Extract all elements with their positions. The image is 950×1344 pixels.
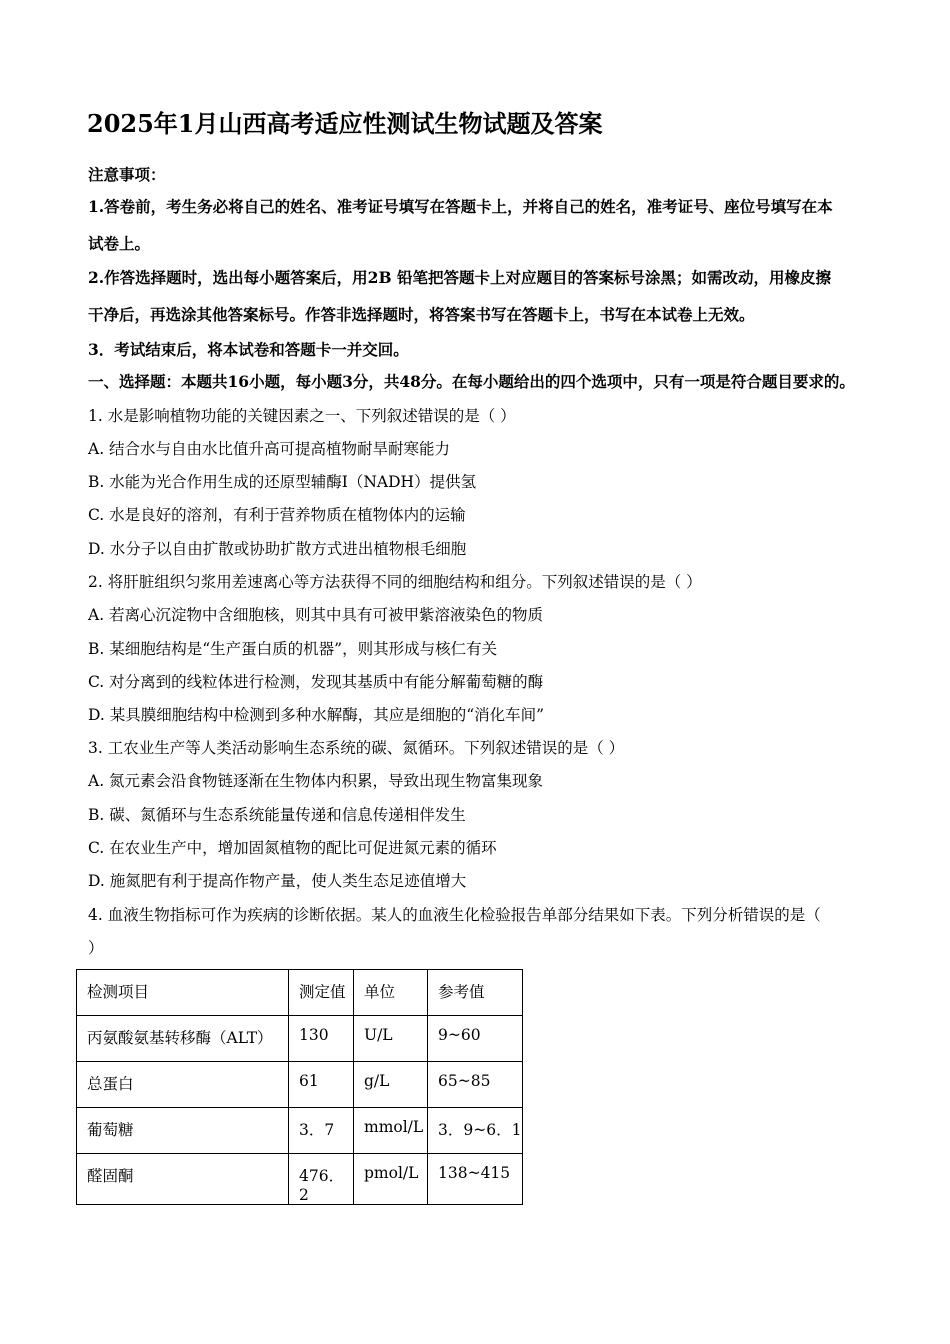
question-stem-continued: ） (88, 939, 104, 957)
table-cell: 葡萄糖 (77, 1108, 289, 1154)
table-cell: 3．7 (289, 1108, 354, 1154)
notice-line: 试卷上。 (88, 234, 151, 253)
question-option: D. 某具膜细胞结构中检测到多种水解酶，其应是细胞的“消化车间” (88, 706, 545, 724)
table-cell: U/L (354, 1016, 428, 1062)
question-option: C. 水是良好的溶剂，有利于营养物质在植物体内的运输 (88, 506, 466, 524)
table-cell: mmol/L (354, 1108, 428, 1154)
table-cell: 130 (289, 1016, 354, 1062)
question-stem: 3. 工农业生产等人类活动影响生态系统的碳、氮循环。下列叙述错误的是（ ） (88, 739, 625, 757)
question-stem: 4. 血液生物指标可作为疾病的诊断依据。某人的血液生化检验报告单部分结果如下表。下列分析错误的是（ (88, 906, 821, 924)
question-option: B. 水能为光合作用生成的还原型辅酶Ⅰ（NADH）提供氢 (88, 473, 477, 491)
table-header-row (77, 970, 523, 1016)
question-option: C. 对分离到的线粒体进行检测，发现其基质中有能分解葡萄糖的酶 (88, 673, 544, 691)
question-option: B. 碳、氮循环与生态系统能量传递和信息传递相伴发生 (88, 806, 466, 824)
question-option: D. 水分子以自由扩散或协助扩散方式进出植物根毛细胞 (88, 540, 467, 558)
table-cell: 醛固酮 (77, 1154, 289, 1205)
question-stem: 1. 水是影响植物功能的关键因素之一、下列叙述错误的是（ ） (88, 407, 516, 425)
page-title: 2025年1月山西高考适应性测试生物试题及答案 (87, 109, 603, 138)
question-option: D. 施氮肥有利于提高作物产量，使人类生态足迹值增大 (88, 872, 467, 890)
table-cell: 丙氨酸氨基转移酶（ALT） (77, 1016, 289, 1062)
table-cell: pmol/L (354, 1154, 428, 1205)
table-header-cell: 测定值 (289, 970, 354, 1016)
table-row (77, 1016, 523, 1062)
table-cell: 9~60 (428, 1016, 523, 1062)
question-option: B. 某细胞结构是“生产蛋白质的机器”，则其形成与核仁有关 (88, 640, 498, 658)
question-stem: 2. 将肝脏组织匀浆用差速离心等方法获得不同的细胞结构和组分。下列叙述错误的是（ ） (88, 573, 702, 591)
table-cell: 总蛋白 (77, 1062, 289, 1108)
table-cell: 61 (289, 1062, 354, 1108)
table-cell: 138~415 (428, 1154, 523, 1205)
question-option: C. 在农业生产中，增加固氮植物的配比可促进氮元素的循环 (88, 839, 497, 857)
table-cell: 65~85 (428, 1062, 523, 1108)
question-option: A. 结合水与自由水比值升高可提高植物耐旱耐寒能力 (88, 440, 451, 458)
notice-heading: 注意事项： (88, 165, 166, 184)
question-option: A. 氮元素会沿食物链逐渐在生物体内积累，导致出现生物富集现象 (88, 772, 544, 790)
table-row (77, 1062, 523, 1108)
section-heading: 一、选择题：本题共16小题，每小题3分，共48分。在每小题给出的四个选项中，只有一项是符合题目要求的。 (88, 372, 855, 391)
table-row (77, 1154, 523, 1205)
table-row (77, 1108, 523, 1154)
table-header-cell: 单位 (354, 970, 428, 1016)
table-cell: 476．2 (289, 1154, 354, 1205)
question-option: A. 若离心沉淀物中含细胞核，则其中具有可被甲紫溶液染色的物质 (88, 606, 544, 624)
notice-line: 1.答卷前，考生务必将自己的姓名、准考证号填写在答题卡上，并将自己的姓名，准考证号、座位号填写在本 (88, 197, 833, 216)
notice-line: 2.作答选择题时，选出每小题答案后，用2B 铅笔把答题卡上对应题目的答案标号涂黑；如需改动，用橡皮擦 (88, 268, 831, 287)
notice-line: 3．考试结束后，将本试卷和答题卡一并交回。 (88, 340, 409, 359)
table-header-cell: 参考值 (428, 970, 523, 1016)
table-header-cell: 检测项目 (77, 970, 289, 1016)
notice-line: 干净后，再选涂其他答案标号。作答非选择题时，将答案书写在答题卡上，书写在本试卷上无效。 (88, 305, 755, 324)
blood-test-table (76, 969, 523, 1205)
table-cell: 3．9~6．1 (428, 1108, 523, 1154)
table-cell: g/L (354, 1062, 428, 1108)
